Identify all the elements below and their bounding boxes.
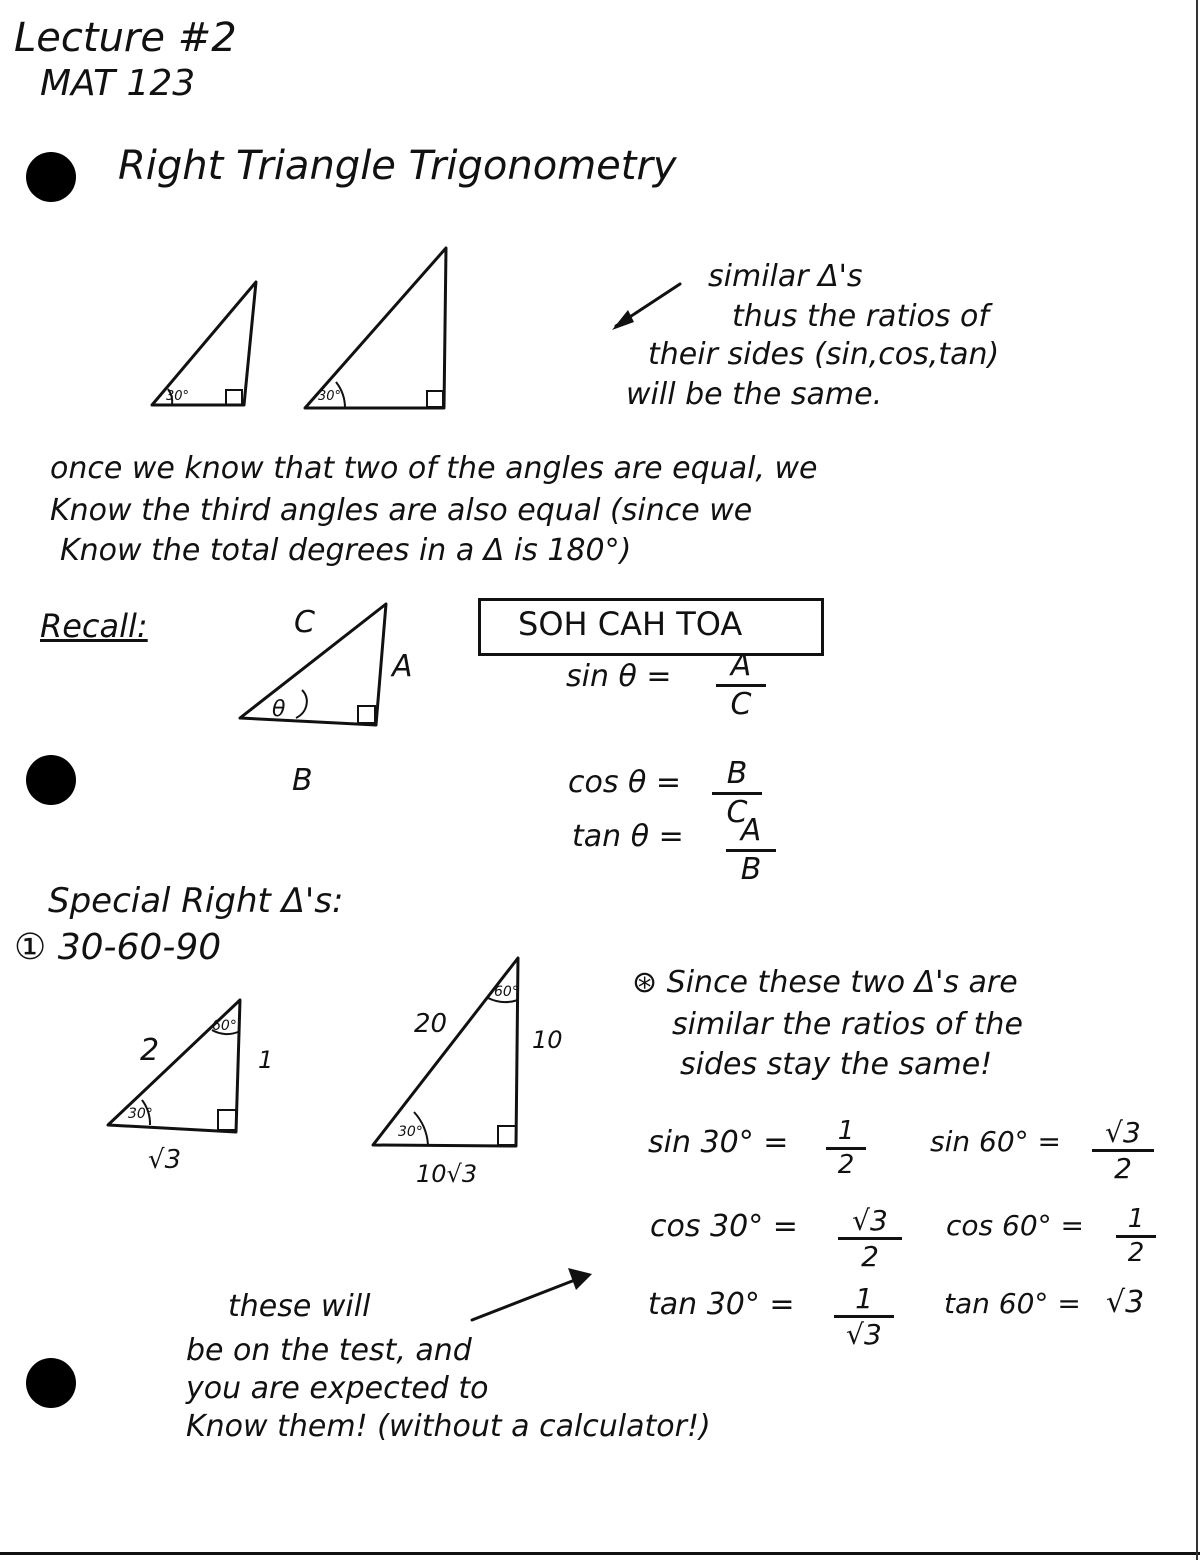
tan-formula-lhs: tan θ =	[572, 819, 684, 854]
page-right-edge	[1196, 0, 1198, 1560]
angles-note-line-1: once we know that two of the angles are equal, we	[50, 451, 818, 486]
tan60-value: √3	[1106, 1285, 1145, 1320]
special-triangle-large	[373, 958, 563, 1188]
small-similar-triangle	[152, 282, 256, 405]
small-special-top-angle: 60°	[212, 1018, 237, 1034]
sin60-numerator: √3	[1092, 1118, 1154, 1152]
test-note-line-1: these will	[228, 1289, 371, 1324]
cos30-denominator: 2	[861, 1240, 879, 1274]
cos-formula-lhs: cos θ =	[568, 765, 682, 800]
cos30-lhs: cos 30° =	[650, 1209, 798, 1244]
tan30-denominator: √3	[846, 1318, 882, 1352]
cos60-denominator: 2	[1127, 1238, 1145, 1269]
small-special-bottom-angle: 30°	[128, 1106, 153, 1122]
recall-label: Recall:	[40, 607, 148, 645]
sin60-denominator: 2	[1114, 1152, 1132, 1186]
tan30-lhs: tan 30° =	[648, 1287, 795, 1322]
special-triangle-small	[108, 1000, 273, 1175]
recall-opp-label: A	[392, 649, 413, 684]
large-special-hyp: 20	[414, 1009, 448, 1039]
test-note-line-2: be on the test, and	[186, 1333, 472, 1368]
large-special-adj: 10√3	[416, 1160, 478, 1188]
small-special-adj: √3	[148, 1145, 182, 1175]
recall-hyp-label: C	[294, 605, 315, 640]
large-special-opp: 10	[532, 1026, 563, 1054]
cos30-numerator: √3	[838, 1206, 902, 1240]
soh-cah-toa: SOH CAH TOA	[518, 605, 743, 643]
course-code: MAT 123	[40, 63, 196, 104]
special-heading: Special Right Δ's:	[48, 881, 344, 921]
small-special-hyp: 2	[140, 1033, 160, 1068]
test-note-line-3: you are expected to	[186, 1371, 489, 1406]
sin-formula-numerator: A	[716, 650, 766, 687]
special-note-line-3: sides stay the same!	[680, 1047, 993, 1082]
large-special-top-angle: 60°	[494, 984, 519, 1000]
tan30-numerator: 1	[834, 1284, 894, 1318]
special-note-line-2: similar the ratios of the	[672, 1007, 1023, 1042]
similar-note-line-1: similar Δ's	[708, 259, 863, 294]
sin30-numerator: 1	[826, 1118, 866, 1150]
small-triangle-angle: 30°	[166, 389, 190, 404]
test-note-arrow	[472, 1268, 592, 1320]
angles-note-line-2: Know the third angles are also equal (since we	[50, 493, 753, 528]
cos-formula-numerator: B	[712, 758, 762, 795]
tan60-lhs: tan 60° =	[944, 1287, 1081, 1320]
small-special-opp: 1	[258, 1046, 274, 1074]
cos60-numerator: 1	[1116, 1206, 1156, 1238]
angles-note-line-3: Know the total degrees in a Δ is 180°)	[60, 533, 632, 568]
cos-formula-denominator: C	[726, 794, 748, 830]
similar-note-arrow	[612, 284, 680, 330]
similar-note-line-3: their sides (sin,cos,tan)	[648, 337, 1000, 372]
large-special-bottom-angle: 30°	[398, 1124, 423, 1140]
page-bottom-edge	[0, 1552, 1200, 1555]
recall-angle-label: θ	[272, 697, 286, 722]
tan-formula-numerator: A	[726, 815, 776, 852]
special-note-line-1: ⊛ Since these two Δ's are	[632, 965, 1018, 1000]
special-item-30-60-90: ① 30-60-90	[14, 927, 222, 968]
similar-note-line-2: thus the ratios of	[732, 299, 989, 334]
large-triangle-angle: 30°	[318, 389, 342, 404]
sin-formula-denominator: C	[730, 686, 752, 722]
recall-triangle	[240, 604, 413, 798]
sin30-lhs: sin 30° =	[648, 1125, 789, 1160]
cos60-lhs: cos 60° =	[946, 1209, 1085, 1242]
large-similar-triangle	[305, 248, 446, 408]
tan-formula-denominator: B	[740, 851, 762, 887]
similar-note-line-4: will be the same.	[626, 377, 883, 412]
recall-adj-label: B	[292, 763, 313, 798]
sin60-lhs: sin 60° =	[930, 1125, 1062, 1158]
sin-formula-lhs: sin θ =	[566, 659, 672, 694]
test-note-line-4: Know them! (without a calculator!)	[186, 1409, 711, 1444]
page-title: Right Triangle Trigonometry	[118, 143, 677, 189]
lecture-number: Lecture #2	[14, 15, 237, 61]
sin30-denominator: 2	[837, 1150, 855, 1181]
